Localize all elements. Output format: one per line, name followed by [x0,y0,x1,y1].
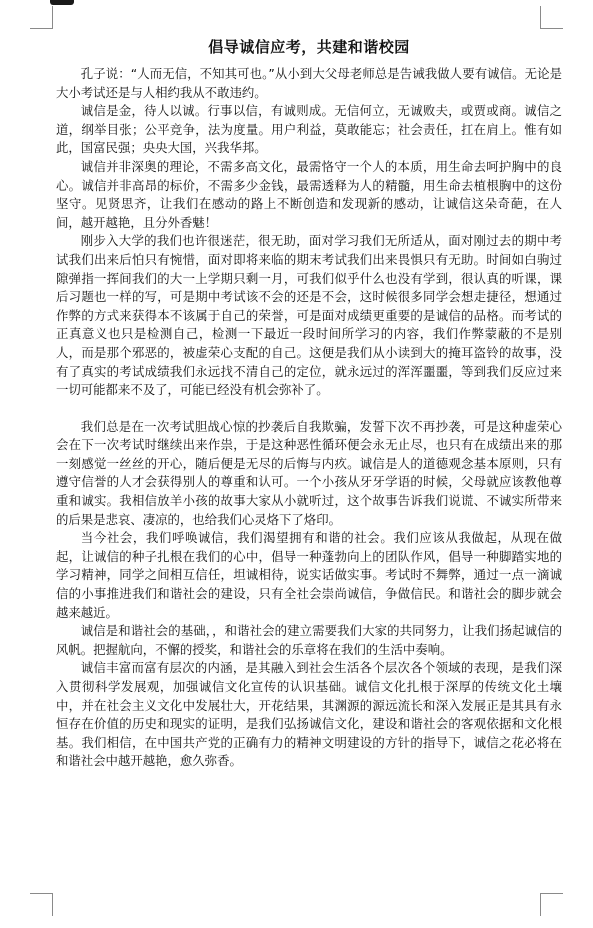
page-top-mark [50,0,74,5]
paragraph-5: 我们总是在一次考试胆战心惊的抄袭后自我欺骗，发誓下次不再抄袭，可是这种虚荣心会在下一次考试时继续出来作祟，于是这种恶性循环便会永无止尽，也只有在成绩出来的那一刻感觉一丝丝的开心，随后便是无尽的后悔与内疚。诚信是人的道德观念基本原则，只有遵守信誉的人才会获得别人的尊重和认可。一个小孩从牙牙学语的时候，父母就应该教他尊重和诚实。我相信放羊小孩的故事大家从小就听过，这个故事告诉我们说谎、不诚实所带来的后果是悲哀、凄凉的，也给我们心灵烙下了烙印。 [56,418,562,527]
crop-mark-bottom-right [540,893,563,916]
paragraph-6: 当今社会，我们呼唤诚信，我们渴望拥有和谐的社会。我们应该从我做起，从现在做起，让诚信的种子扎根在我们的心中，倡导一种蓬勃向上的团队作风，倡导一种脚踏实地的学习精神，同学之间相互信任，坦诚相待，说实话做实事。考试时不舞弊，通过一点一滴诚信的小事推进我们和谐社会的建设，只有全社会崇尚诚信，争做信民。和谐社会的脚步就会越来越近。 [56,530,562,620]
paragraph-3: 诚信并非深奥的理论，不需多高文化，最需恪守一个人的本质，用生命去呵护胸中的良心。诚信并非高昂的标价，不需多少金钱，最需透释为人的精髓，用生命去植根胸中的这份坚守。见贤思齐，让我们在感动的路上不断创造和发现新的感动，让诚信这朵奇葩，在人间，越开越艳，且分外香魅！ [56,158,562,230]
crop-mark-bottom-left [30,893,53,916]
document-page [56,36,562,771]
crop-mark-top-right [540,6,563,29]
paragraph-8: 诚信丰富而富有层次的内涵，是其融入到社会生活各个层次各个领域的表现，是我们深入贯彻科学发展观，加强诚信文化宣传的认识基础。诚信文化扎根于深厚的传统文化土壤中，并在社会主义文化中发展壮大，开花结果，其渊源的源远流长和深入发展正是其具有永恒存在价值的历史和现实的证明，是我们弘扬诚信文化，建设和谐社会的客观依据和文化根基。我们相信，在中国共产党的正确有力的精神文明建设的方针的指导下，诚信之花必将在和谐社会中越开越艳，愈久弥香。 [56,660,562,769]
paragraph-4: 刚步入大学的我们也许很迷茫，很无助，面对学习我们无所适从，面对刚过去的期中考试我们出来后怕只有惋惜，面对即将来临的期末考试我们出来畏惧只有无助。时间如白驹过隙弹指一挥间我们的大一上学期只剩一月，可我们似乎什么也没有学到，很认真的听课，课后习题也一样的写，可是期中考试该不会的还是不会，这时候很多同学会想走捷径，想通过作弊的方式来获得本不该属于自己的荣誉，可是面对成绩更重要的是诚信的品格。而考试的正真意义也只是检测自己，检测一下最近一段时间所学习的内容，我们作弊蒙蔽的不是别人，而是那个邪恶的，被虚荣心支配的自己。这便是我们从小读到大的掩耳盗铃的故事，没有了真实的考试成绩我们永远找不清自己的定位，就永远过的浑浑噩噩，等到我们反应过来一切可能都来不及了，可能已经没有机会弥补了。 [56,233,562,398]
document-title: 倡导诚信应考，共建和谐校园 [208,38,410,56]
paragraph-2: 诚信是金，待人以诚。行事以信，有诚则成。无信何立，无诚败夫，或贾或商。诚信之道，纲举目张；公平竞争，法为度量。用户利益，莫敢能忘；社会责任，扛在肩上。惟有如此，国富民强；央央大国，兴我华邦。 [56,103,562,156]
crop-mark-top-left [30,6,53,29]
paragraph-1: 孔子说：“人而无信，不知其可也。”从小到大父母老师总是告诫我做人要有诚信。无论是大小考试还是与人相约我从不敢违约。 [56,66,562,100]
paragraph-7: 诚信是和谐社会的基础，，和谐社会的建立需要我们大家的共同努力，让我们扬起诚信的风帆。把握航向，不懈的授奖，和谐社会的乐章将在我们的生活中奏响。 [56,623,562,657]
